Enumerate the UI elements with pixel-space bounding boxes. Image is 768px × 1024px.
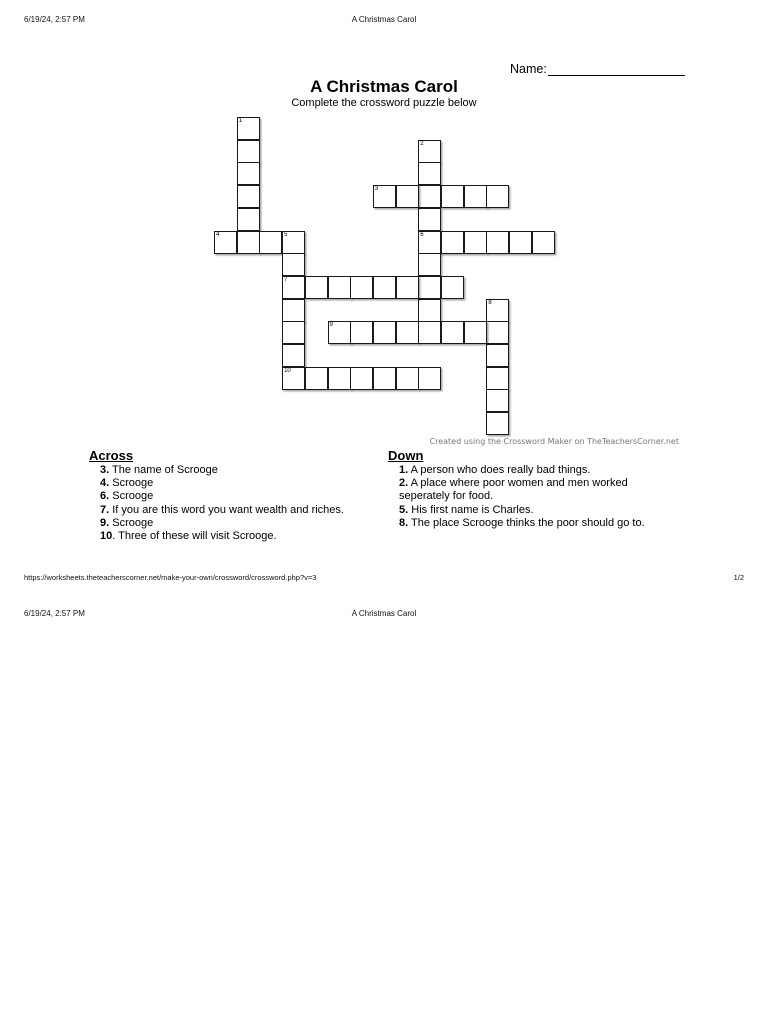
clue-number: 8 — [488, 299, 492, 306]
crossword-cell — [396, 321, 419, 344]
crossword-cell — [350, 367, 373, 390]
crossword-cell — [509, 231, 532, 254]
crossword-cell — [282, 276, 305, 299]
name-label: Name: — [510, 62, 547, 76]
crossword-cell — [328, 321, 351, 344]
clue-item: 8. The place Scrooge thinks the poor should go to. — [399, 516, 645, 529]
across-heading: Across — [89, 448, 134, 463]
clue-item: 3. The name of Scrooge — [100, 464, 218, 476]
crossword-cell — [350, 276, 373, 299]
down-clues — [388, 448, 663, 530]
crossword-cell — [418, 253, 441, 276]
clue-number: 1 — [238, 118, 243, 124]
crossword-cell — [282, 253, 305, 276]
clue-number: 4 — [216, 231, 220, 238]
print-datetime: 6/19/24, 2:57 PM — [24, 15, 85, 24]
crossword-cell — [418, 367, 441, 390]
crossword-cell — [373, 276, 396, 299]
crossword-cell — [486, 344, 509, 367]
crossword-cell — [441, 276, 464, 299]
crossword-cell — [464, 321, 487, 344]
crossword-cell — [282, 299, 305, 322]
crossword-cell — [305, 367, 328, 390]
clue-number: 6 — [420, 231, 424, 238]
clue-item: 4. Scrooge — [100, 477, 154, 490]
crossword-cell — [373, 321, 396, 344]
crossword-cell — [441, 231, 464, 254]
crossword-cell — [328, 276, 351, 299]
clue-number: 2 — [420, 140, 424, 147]
crossword-cell — [418, 185, 441, 208]
crossword-cell — [396, 276, 419, 299]
crossword-cell — [418, 231, 441, 254]
print-doc-title-page2: A Christmas Carol — [351, 609, 417, 618]
clue-number: 5 — [284, 231, 288, 238]
crossword-cell — [418, 208, 441, 231]
clue-number: 10 — [284, 367, 291, 374]
crossword-grid — [0, 0, 768, 450]
crossword-cell — [418, 162, 441, 185]
crossword-cell — [328, 367, 351, 390]
clue-item: 2. A place where poor women and men worked seperately for food. — [399, 477, 628, 503]
clue-item: 1. A person who does really bad things. — [399, 464, 591, 476]
print-datetime-page2: 6/19/24, 2:57 PM — [24, 609, 85, 618]
crossword-cell — [305, 276, 328, 299]
crossword-cell — [441, 321, 464, 344]
crossword-cell — [214, 231, 237, 254]
clue-item: 10. Three of these will visit Scrooge. — [100, 530, 277, 543]
crossword-cell — [418, 299, 441, 322]
clue-number: 7 — [284, 276, 288, 283]
crossword-cell — [282, 344, 305, 367]
print-doc-title: A Christmas Carol — [351, 15, 417, 24]
clue-item: 5. His first name is Charles. — [399, 503, 534, 516]
crossword-cell — [237, 231, 260, 254]
crossword-cell — [464, 231, 487, 254]
crossword-cell — [282, 367, 305, 390]
crossword-cell — [532, 231, 555, 254]
crossword-cell — [237, 185, 260, 208]
page-title: A Christmas Carol — [310, 77, 458, 96]
crossword-cell — [373, 185, 396, 208]
crossword-cell — [373, 367, 396, 390]
crossword-cell — [396, 367, 419, 390]
credit-text: Created using the Crossword Maker on TheTeachersCorner.net — [429, 437, 679, 446]
crossword-cell — [237, 140, 260, 163]
crossword-cell — [486, 389, 509, 412]
crossword-cell — [259, 231, 282, 254]
crossword-cell — [486, 299, 509, 322]
crossword-cell — [282, 231, 305, 254]
crossword-cell — [441, 185, 464, 208]
clue-number: 9 — [329, 322, 333, 329]
crossword-cell — [486, 185, 509, 208]
footer-url: https://worksheets.theteacherscorner.net/make-your-own/crossword/crossword.php?v=3 — [24, 573, 317, 582]
clue-item: 9. Scrooge — [100, 516, 154, 529]
crossword-cell — [350, 321, 373, 344]
crossword-cell — [486, 367, 509, 390]
clue-item: 7. If you are this word you want wealth and riches. — [100, 503, 344, 516]
across-clues — [89, 448, 379, 543]
crossword-cell — [237, 117, 260, 140]
down-heading: Down — [388, 448, 424, 463]
crossword-cell — [418, 321, 441, 344]
crossword-cell — [418, 276, 441, 299]
crossword-cell — [282, 321, 305, 344]
clue-number: 3 — [374, 186, 379, 193]
crossword-cell — [396, 185, 419, 208]
clue-item: 6. Scrooge — [100, 490, 154, 503]
crossword-cell — [486, 412, 509, 435]
crossword-cell — [486, 321, 509, 344]
page-subtitle: Complete the crossword puzzle below — [291, 97, 477, 109]
crossword-cell — [237, 208, 260, 231]
footer-page-number: 1/2 — [733, 573, 744, 582]
crossword-cell — [464, 185, 487, 208]
crossword-cell — [486, 231, 509, 254]
crossword-cell — [418, 140, 441, 163]
crossword-cell — [237, 162, 260, 185]
